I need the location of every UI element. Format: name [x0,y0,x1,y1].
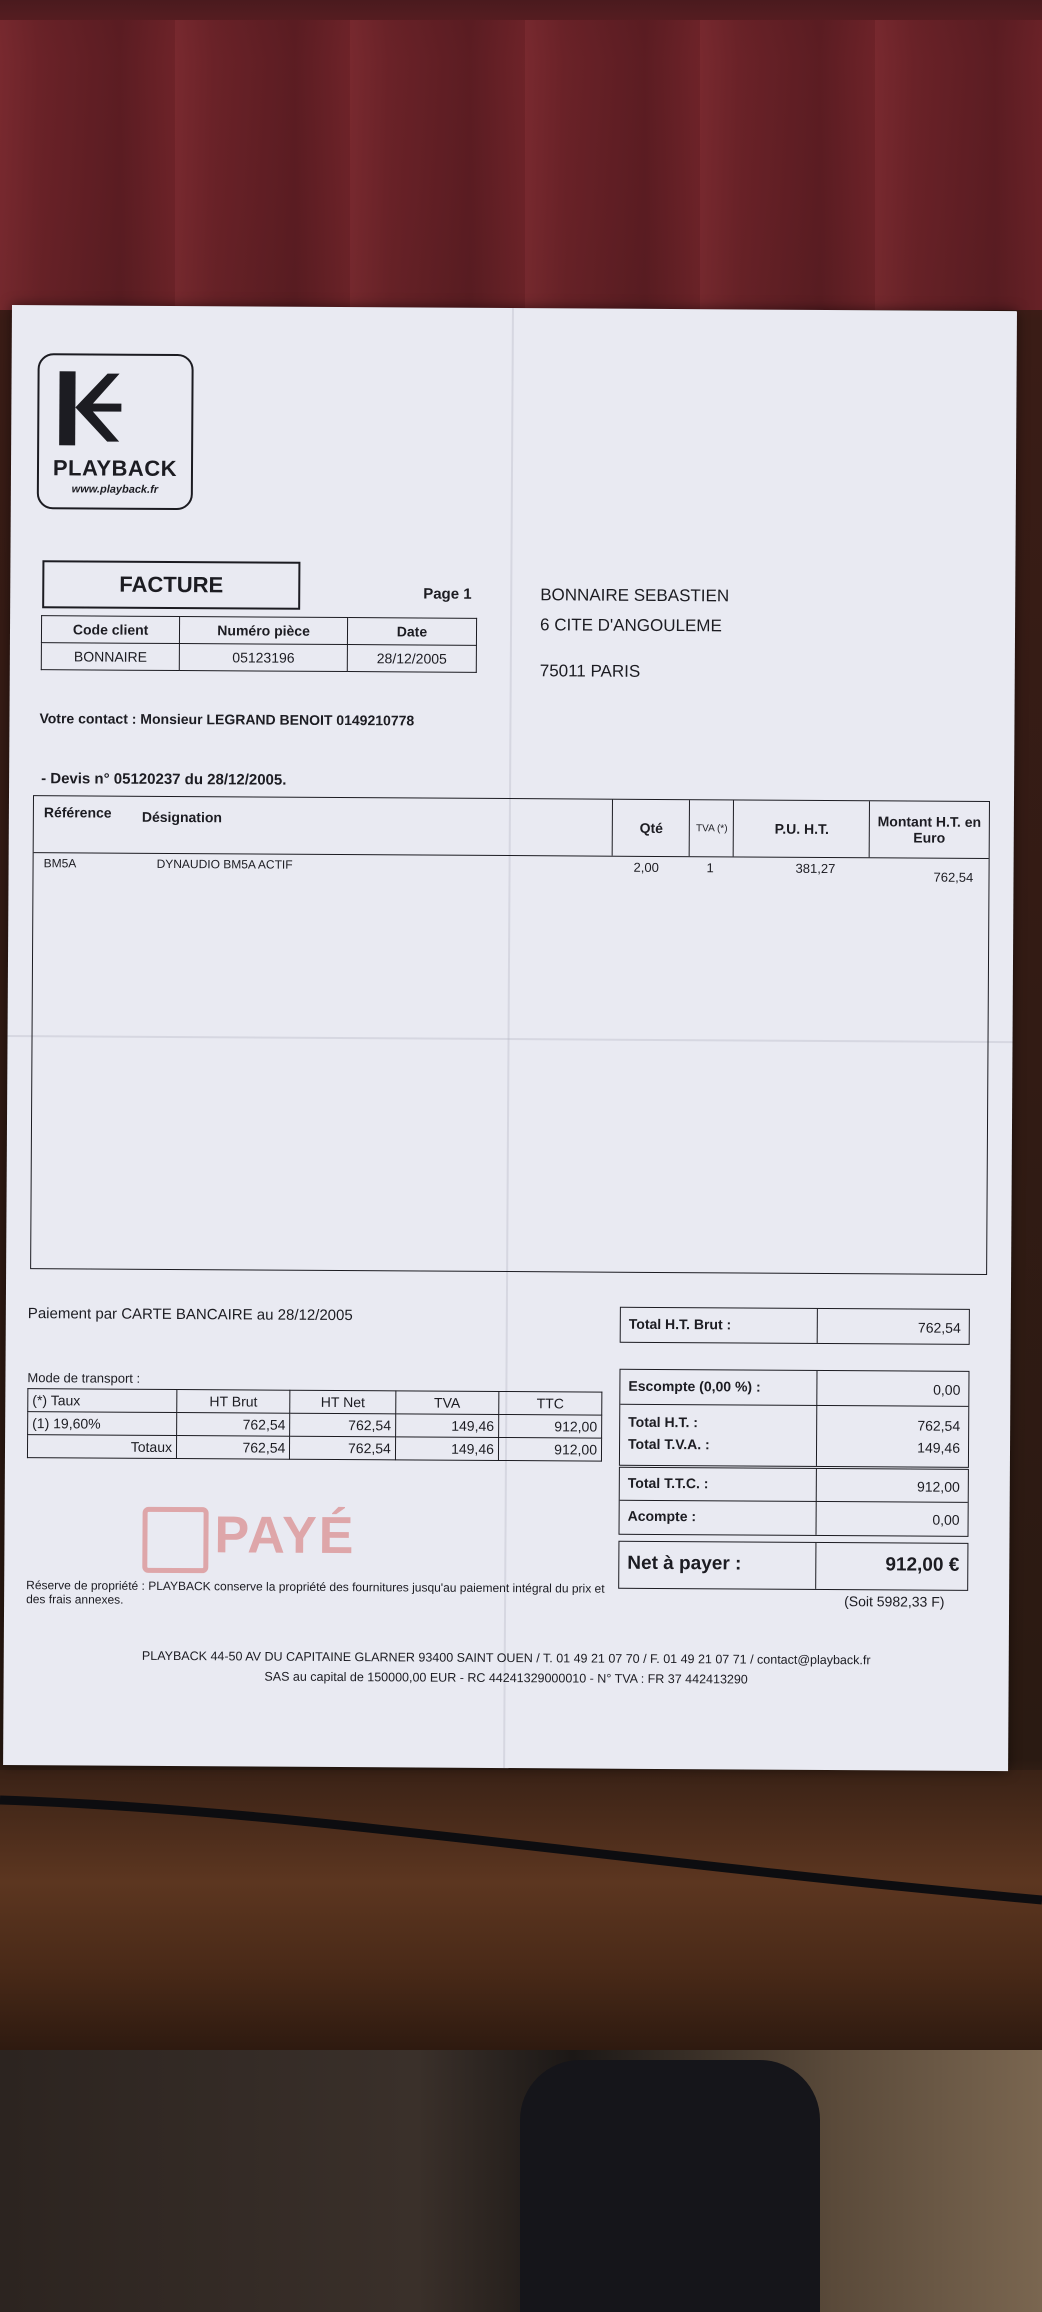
invoice-header-table [41,615,477,673]
k-arrow-icon [53,363,134,453]
net-amount: 912,00 € [885,1554,960,1576]
label: Total H.T. Brut : [628,1315,732,1333]
footer-legal: SAS au capital de 150000,00 EUR - RC 44241329000010 - N° TVA : FR 37 442413290 [264,1669,748,1687]
stamp-text: PAYÉ [214,1506,356,1566]
invoice-number: 05123196 [180,644,348,672]
background-shoe [520,2060,820,2312]
label: Net à payer : [627,1552,742,1575]
company-footer [4,1645,1009,1691]
column-header: TVA [396,1391,499,1415]
check-icon [142,1507,208,1573]
document-title: FACTURE [42,560,300,610]
devis-reference: - Devis n° 05120237 du 28/12/2005. [41,770,287,789]
column-header: TTC [499,1391,602,1415]
table-row [33,856,988,892]
invoice-document [3,305,1017,1771]
playback-logo [37,353,194,510]
vat-ht-net: 762,54 [290,1413,396,1437]
value: 149,46 [917,1439,961,1456]
header-cell: Code client [41,616,179,644]
vat-ttc: 912,00 [498,1414,601,1438]
client-code: BONNAIRE [41,643,179,671]
client-address [540,580,730,687]
line-tva-code: 1 [706,860,714,876]
background-sofa [0,20,1042,310]
line-reference: BM5A [43,856,77,871]
invoice-lines-table [30,795,990,1275]
total-ht-brut-box [620,1307,970,1345]
vat-amount: 149,46 [395,1414,498,1438]
lines-header [34,796,989,859]
label: Total H.T. : [628,1413,698,1431]
value: 0,00 [932,1511,960,1528]
ownership-reserve: Réserve de propriété : PLAYBACK conserve la propriété des fournitures jusqu'au paiement intégral du prix et des frais annexes. [26,1578,605,1607]
footer-address: PLAYBACK 44-50 AV DU CAPITAINE GLARNER 93400 SAINT OUEN / T. 01 49 21 07 70 / F. 01 49 21 07 71 / contact@playback.fr [141,1648,871,1668]
column-header: P.U. H.T. [733,800,870,857]
page-number: Page 1 [423,585,472,603]
totals-ht-net: 762,54 [290,1436,396,1460]
totals-ttc: 912,00 [498,1437,601,1461]
background-cable [0,1790,1042,1910]
column-header: Qté [612,800,690,856]
totals-row [27,1435,601,1462]
line-designation: DYNAUDIO BM5A ACTIF [156,856,293,872]
header-cell: Numéro pièce [180,617,348,645]
table-row [28,1412,602,1439]
column-header: HT Net [290,1390,396,1414]
column-header: HT Brut [177,1390,290,1414]
net-to-pay-box [618,1541,968,1591]
column-header: Montant H.T. en Euro [869,801,989,858]
client-city: 75011 PARIS [539,661,641,681]
value: 762,54 [917,1417,961,1434]
column-header: (*) Taux [28,1389,177,1413]
transport-label: Mode de transport : [27,1370,141,1386]
contact-line: Votre contact : Monsieur LEGRAND BENOIT 0149210778 [39,710,415,729]
header-cell: Date [347,618,476,646]
vat-rate: (1) 19,60% [28,1412,177,1436]
column-header: TVA (*) [689,800,734,856]
column-header: Désignation [141,808,223,826]
value: 912,00 [916,1478,960,1495]
value: 0,00 [933,1381,961,1398]
franc-equivalent: (Soit 5982,33 F) [844,1593,945,1610]
totals-label: Totaux [27,1435,176,1459]
invoice-date: 28/12/2005 [347,645,476,673]
label: Total T.V.A. : [628,1435,710,1453]
totals-tva: 149,46 [395,1437,498,1461]
vat-ht-brut: 762,54 [177,1413,290,1437]
payment-info: Paiement par CARTE BANCAIRE au 28/12/2005 [27,1305,353,1325]
label: Total T.T.C. : [627,1474,709,1492]
column-header: Référence [43,804,112,821]
logo-url: www.playback.fr [71,483,159,496]
line-quantity: 2,00 [633,859,659,875]
totals-ht-brut: 762,54 [176,1436,289,1460]
label: Acompte : [627,1507,697,1525]
label: Escompte (0,00 %) : [628,1377,761,1395]
line-amount: 762,54 [933,869,974,885]
totals-box [619,1369,970,1468]
client-name: BONNAIRE SEBASTIEN [540,585,730,606]
logo-name: PLAYBACK [52,455,178,482]
vat-summary-table [27,1388,602,1462]
paid-stamp [142,1503,402,1575]
value: 762,54 [917,1319,961,1336]
line-unit-price: 381,27 [795,860,836,877]
client-street: 6 CITE D'ANGOULEME [539,615,722,636]
ttc-box [618,1467,968,1537]
